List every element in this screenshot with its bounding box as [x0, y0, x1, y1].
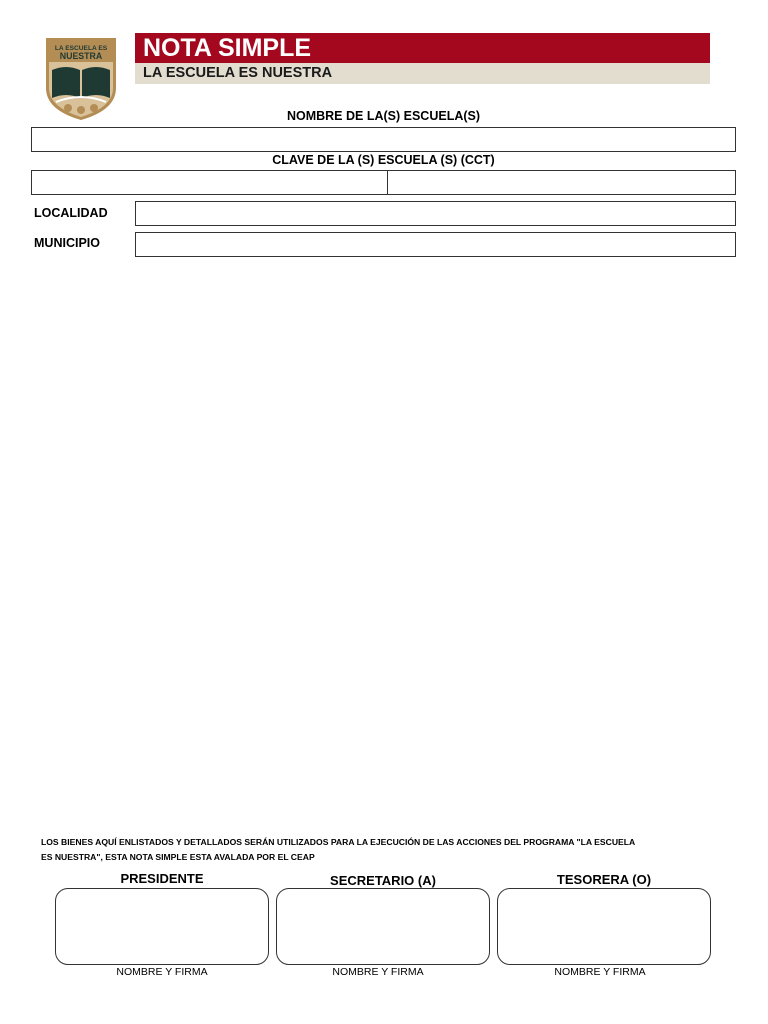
- program-subtitle: LA ESCUELA ES NUESTRA: [135, 63, 710, 84]
- secretary-footer: NOMBRE Y FIRMA: [332, 966, 424, 978]
- notice-line1: LOS BIENES AQUÍ ENLISTADOS Y DETALLADOS SERÁN UTILIZADOS PARA LA EJECUCIÓN DE LAS ACCIONES DEL PROGRAMA "LA ESCUELA: [41, 837, 636, 847]
- notice-line2: ES NUESTRA", ESTA NOTA SIMPLE ESTA AVALADA POR EL CEAP: [41, 852, 315, 862]
- municipality-label: MUNICIPIO: [34, 236, 100, 250]
- secretary-title: SECRETARIO (A): [330, 873, 436, 888]
- locality-field[interactable]: [135, 201, 736, 226]
- treasurer-footer: NOMBRE Y FIRMA: [554, 966, 646, 978]
- logo-line2: NUESTRA: [59, 51, 103, 61]
- president-signature-box[interactable]: [55, 888, 269, 965]
- document-title: NOTA SIMPLE: [135, 33, 710, 63]
- cct-field-1[interactable]: [31, 170, 388, 195]
- cct-field-2[interactable]: [387, 170, 736, 195]
- notice-text: [41, 835, 691, 865]
- president-footer: NOMBRE Y FIRMA: [116, 966, 208, 978]
- school-name-label: NOMBRE DE LA(S) ESCUELA(S): [286, 109, 481, 123]
- municipality-field[interactable]: [135, 232, 736, 257]
- treasurer-signature-box[interactable]: [497, 888, 711, 965]
- secretary-signature-box[interactable]: [276, 888, 490, 965]
- president-title: PRESIDENTE: [120, 871, 204, 886]
- treasurer-title: TESORERA (O): [556, 872, 652, 887]
- locality-label: LOCALIDAD: [34, 206, 108, 220]
- cct-label: CLAVE DE LA (S) ESCUELA (S) (CCT): [272, 153, 495, 167]
- logo-line1: LA ESCUELA ES: [54, 45, 108, 52]
- school-name-field[interactable]: [31, 127, 736, 152]
